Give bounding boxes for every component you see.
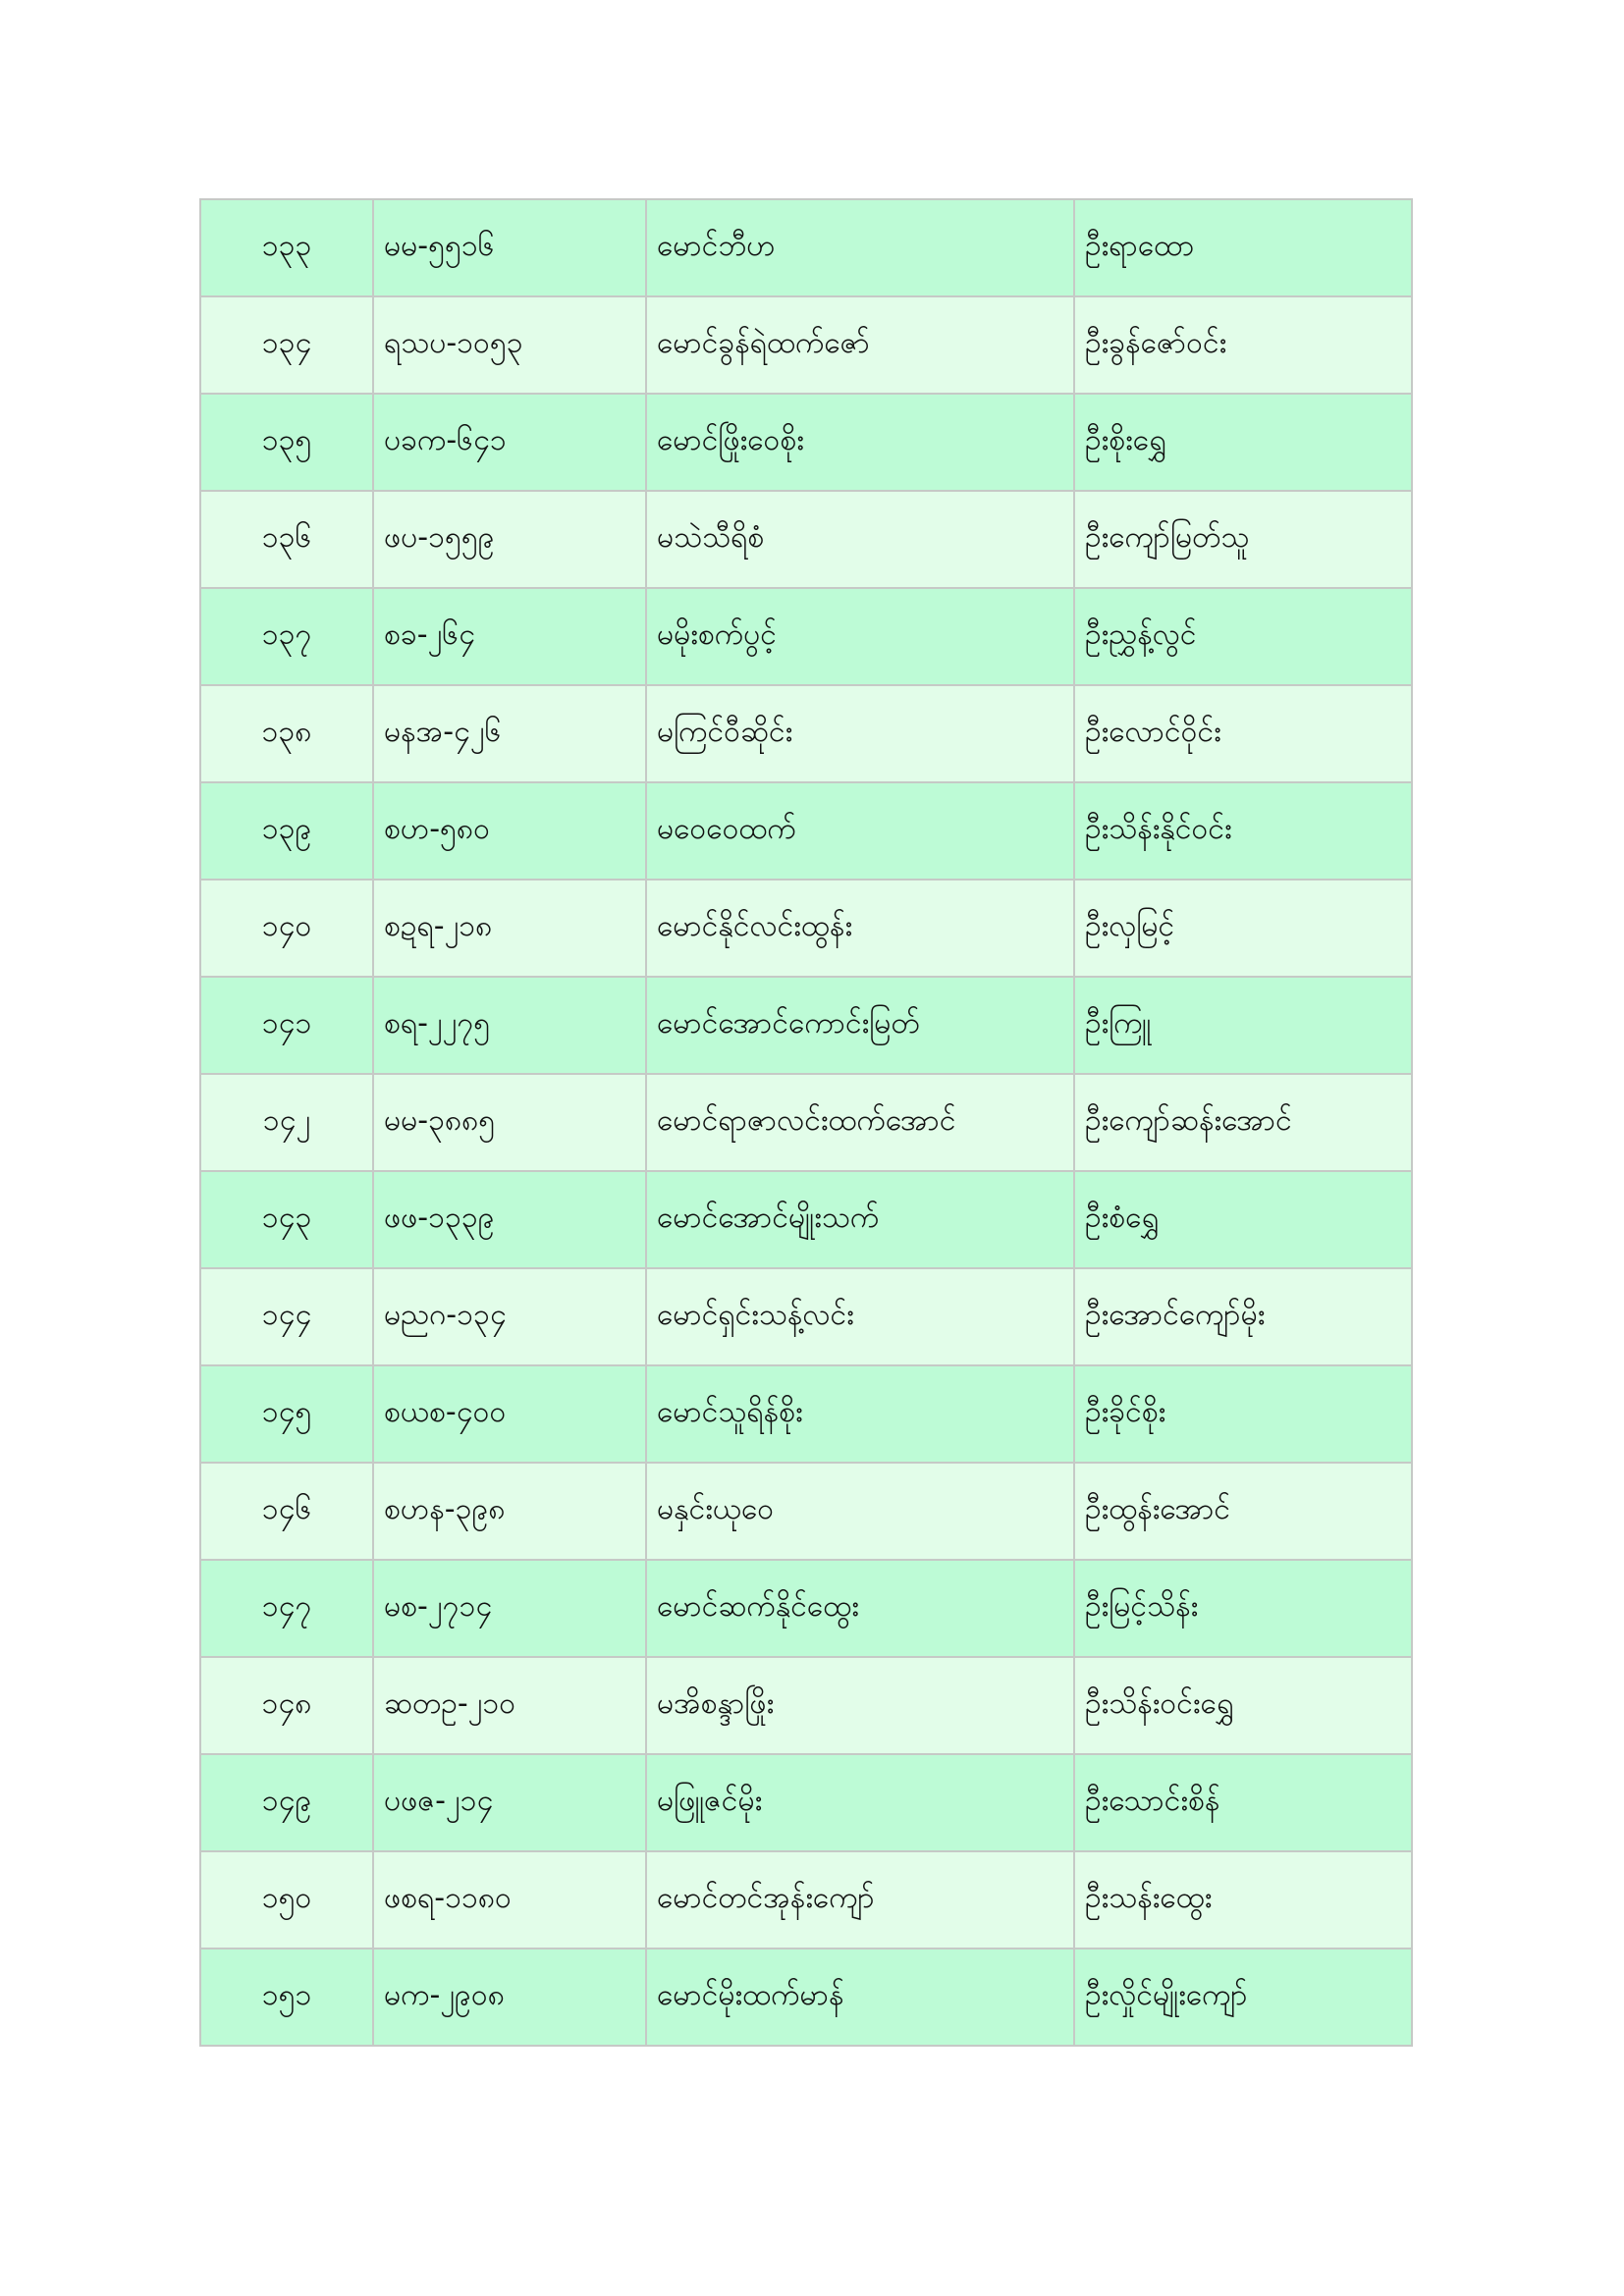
row-number: ၁၅၁ [200, 1949, 373, 2046]
student-name: မောင်ရှင်းသန့်လင်း [646, 1268, 1074, 1365]
student-name: မသဲသီရိစံ [646, 491, 1074, 588]
father-name: ဦးကြူ [1074, 977, 1412, 1074]
student-name: မနှင်းယုဝေ [646, 1463, 1074, 1560]
student-name: မောင်ခွန်ရဲထက်ဇော် [646, 296, 1074, 394]
table-row [200, 1560, 1412, 1657]
registration-id: ပခက-၆၄၁ [373, 394, 646, 491]
father-name: ဦးသိန်းဝင်းရွှေ [1074, 1657, 1412, 1754]
registration-id: မစ-၂၇၁၄ [373, 1560, 646, 1657]
table-row [200, 685, 1412, 782]
student-name: မောင်ဘီဟ [646, 199, 1074, 296]
row-number: ၁၄၄ [200, 1268, 373, 1365]
student-name: မအိစန္ဒာဖြိုး [646, 1657, 1074, 1754]
father-name: ဦးကျော်မြတ်သူ [1074, 491, 1412, 588]
table-row [200, 1949, 1412, 2046]
father-name: ဦးသိန်းနိုင်ဝင်း [1074, 782, 1412, 880]
table-row [200, 880, 1412, 977]
table-row [200, 1754, 1412, 1851]
father-name: ဦးစံရွှေ [1074, 1171, 1412, 1268]
row-number: ၁၃၉ [200, 782, 373, 880]
student-name: မောင်သူရိန်စိုး [646, 1365, 1074, 1463]
row-number: ၁၄၃ [200, 1171, 373, 1268]
father-name: ဦးအောင်ကျော်မိုး [1074, 1268, 1412, 1365]
registration-id: ပဖဇ-၂၁၄ [373, 1754, 646, 1851]
row-number: ၁၄၁ [200, 977, 373, 1074]
father-name: ဦးခွန်ဇော်ဝင်း [1074, 296, 1412, 394]
row-number: ၁၅၀ [200, 1851, 373, 1949]
row-number: ၁၄၀ [200, 880, 373, 977]
father-name: ဦးစိုးရွှေ [1074, 394, 1412, 491]
registration-id: စခ-၂၆၄ [373, 588, 646, 685]
student-name: မောင်အောင်မျိုးသက် [646, 1171, 1074, 1268]
registration-id: ဆတဥ-၂၁၀ [373, 1657, 646, 1754]
student-name: မကြင်ဝီဆိုင်း [646, 685, 1074, 782]
row-number: ၁၄၉ [200, 1754, 373, 1851]
registration-id: မမ-၃၈၈၅ [373, 1074, 646, 1171]
row-number: ၁၃၃ [200, 199, 373, 296]
registration-id: ဖပ-၁၅၅၉ [373, 491, 646, 588]
table-body [200, 199, 1412, 2046]
father-name: ဦးမြင့်သိန်း [1074, 1560, 1412, 1657]
registration-id: စရ-၂၂၇၅ [373, 977, 646, 1074]
row-number: ၁၄၆ [200, 1463, 373, 1560]
table-row [200, 296, 1412, 394]
table-row [200, 1171, 1412, 1268]
father-name: ဦးခိုင်စိုး [1074, 1365, 1412, 1463]
table-row [200, 1365, 1412, 1463]
father-name: ဦးသန်းထွေး [1074, 1851, 1412, 1949]
registration-id: ဖဖ-၁၃၃၉ [373, 1171, 646, 1268]
table-row [200, 588, 1412, 685]
row-number: ၁၃၇ [200, 588, 373, 685]
table-row [200, 1074, 1412, 1171]
student-name: မောင်အောင်ကောင်းမြတ် [646, 977, 1074, 1074]
student-name: မောင်ရာဇာလင်းထက်အောင် [646, 1074, 1074, 1171]
table-row [200, 394, 1412, 491]
student-name: မောင်နိုင်လင်းထွန်း [646, 880, 1074, 977]
row-number: ၁၄၅ [200, 1365, 373, 1463]
registration-id: စဟန-၃၉၈ [373, 1463, 646, 1560]
student-name: မောင်တင်အုန်းကျော် [646, 1851, 1074, 1949]
table-row [200, 1268, 1412, 1365]
row-number: ၁၄၈ [200, 1657, 373, 1754]
table-row [200, 491, 1412, 588]
student-name: မဝေဝေထက် [646, 782, 1074, 880]
registration-id: စယစ-၄၀၀ [373, 1365, 646, 1463]
father-name: ဦးရာထော [1074, 199, 1412, 296]
father-name: ဦးလောင်ဝိုင်း [1074, 685, 1412, 782]
registration-id: စဟ-၅၈၀ [373, 782, 646, 880]
registration-id: မမ-၅၅၁၆ [373, 199, 646, 296]
table-row [200, 1657, 1412, 1754]
row-number: ၁၄၇ [200, 1560, 373, 1657]
table-row [200, 1851, 1412, 1949]
registration-id: ဖစရ-၁၁၈၀ [373, 1851, 646, 1949]
student-name: မဖြူဇင်မိုး [646, 1754, 1074, 1851]
student-name: မောင်ဖြိုးဝေစိုး [646, 394, 1074, 491]
father-name: ဦးသောင်းစိန် [1074, 1754, 1412, 1851]
registration-id: မညဂ-၁၃၄ [373, 1268, 646, 1365]
row-number: ၁၃၄ [200, 296, 373, 394]
student-name: မောင်မိုးထက်မာန် [646, 1949, 1074, 2046]
student-name: မောင်ဆက်နိုင်ထွေး [646, 1560, 1074, 1657]
registration-id: စဍရ-၂၁၈ [373, 880, 646, 977]
father-name: ဦးကျော်ဆန်းအောင် [1074, 1074, 1412, 1171]
table-row [200, 199, 1412, 296]
student-name: မမိုးစက်ပွင့် [646, 588, 1074, 685]
registration-id: မနအ-၄၂၆ [373, 685, 646, 782]
registration-id: မက-၂၉၀၈ [373, 1949, 646, 2046]
father-name: ဦးလှမြင့် [1074, 880, 1412, 977]
row-number: ၁၃၈ [200, 685, 373, 782]
table-row [200, 782, 1412, 880]
registration-id: ရသပ-၁၀၅၃ [373, 296, 646, 394]
row-number: ၁၃၅ [200, 394, 373, 491]
row-number: ၁၃၆ [200, 491, 373, 588]
father-name: ဦးထွန်းအောင် [1074, 1463, 1412, 1560]
table-row [200, 977, 1412, 1074]
table-row [200, 1463, 1412, 1560]
data-table [199, 198, 1413, 2047]
row-number: ၁၄၂ [200, 1074, 373, 1171]
father-name: ဦးညွှန့်လွင် [1074, 588, 1412, 685]
father-name: ဦးလှိုင်မျိုးကျော် [1074, 1949, 1412, 2046]
